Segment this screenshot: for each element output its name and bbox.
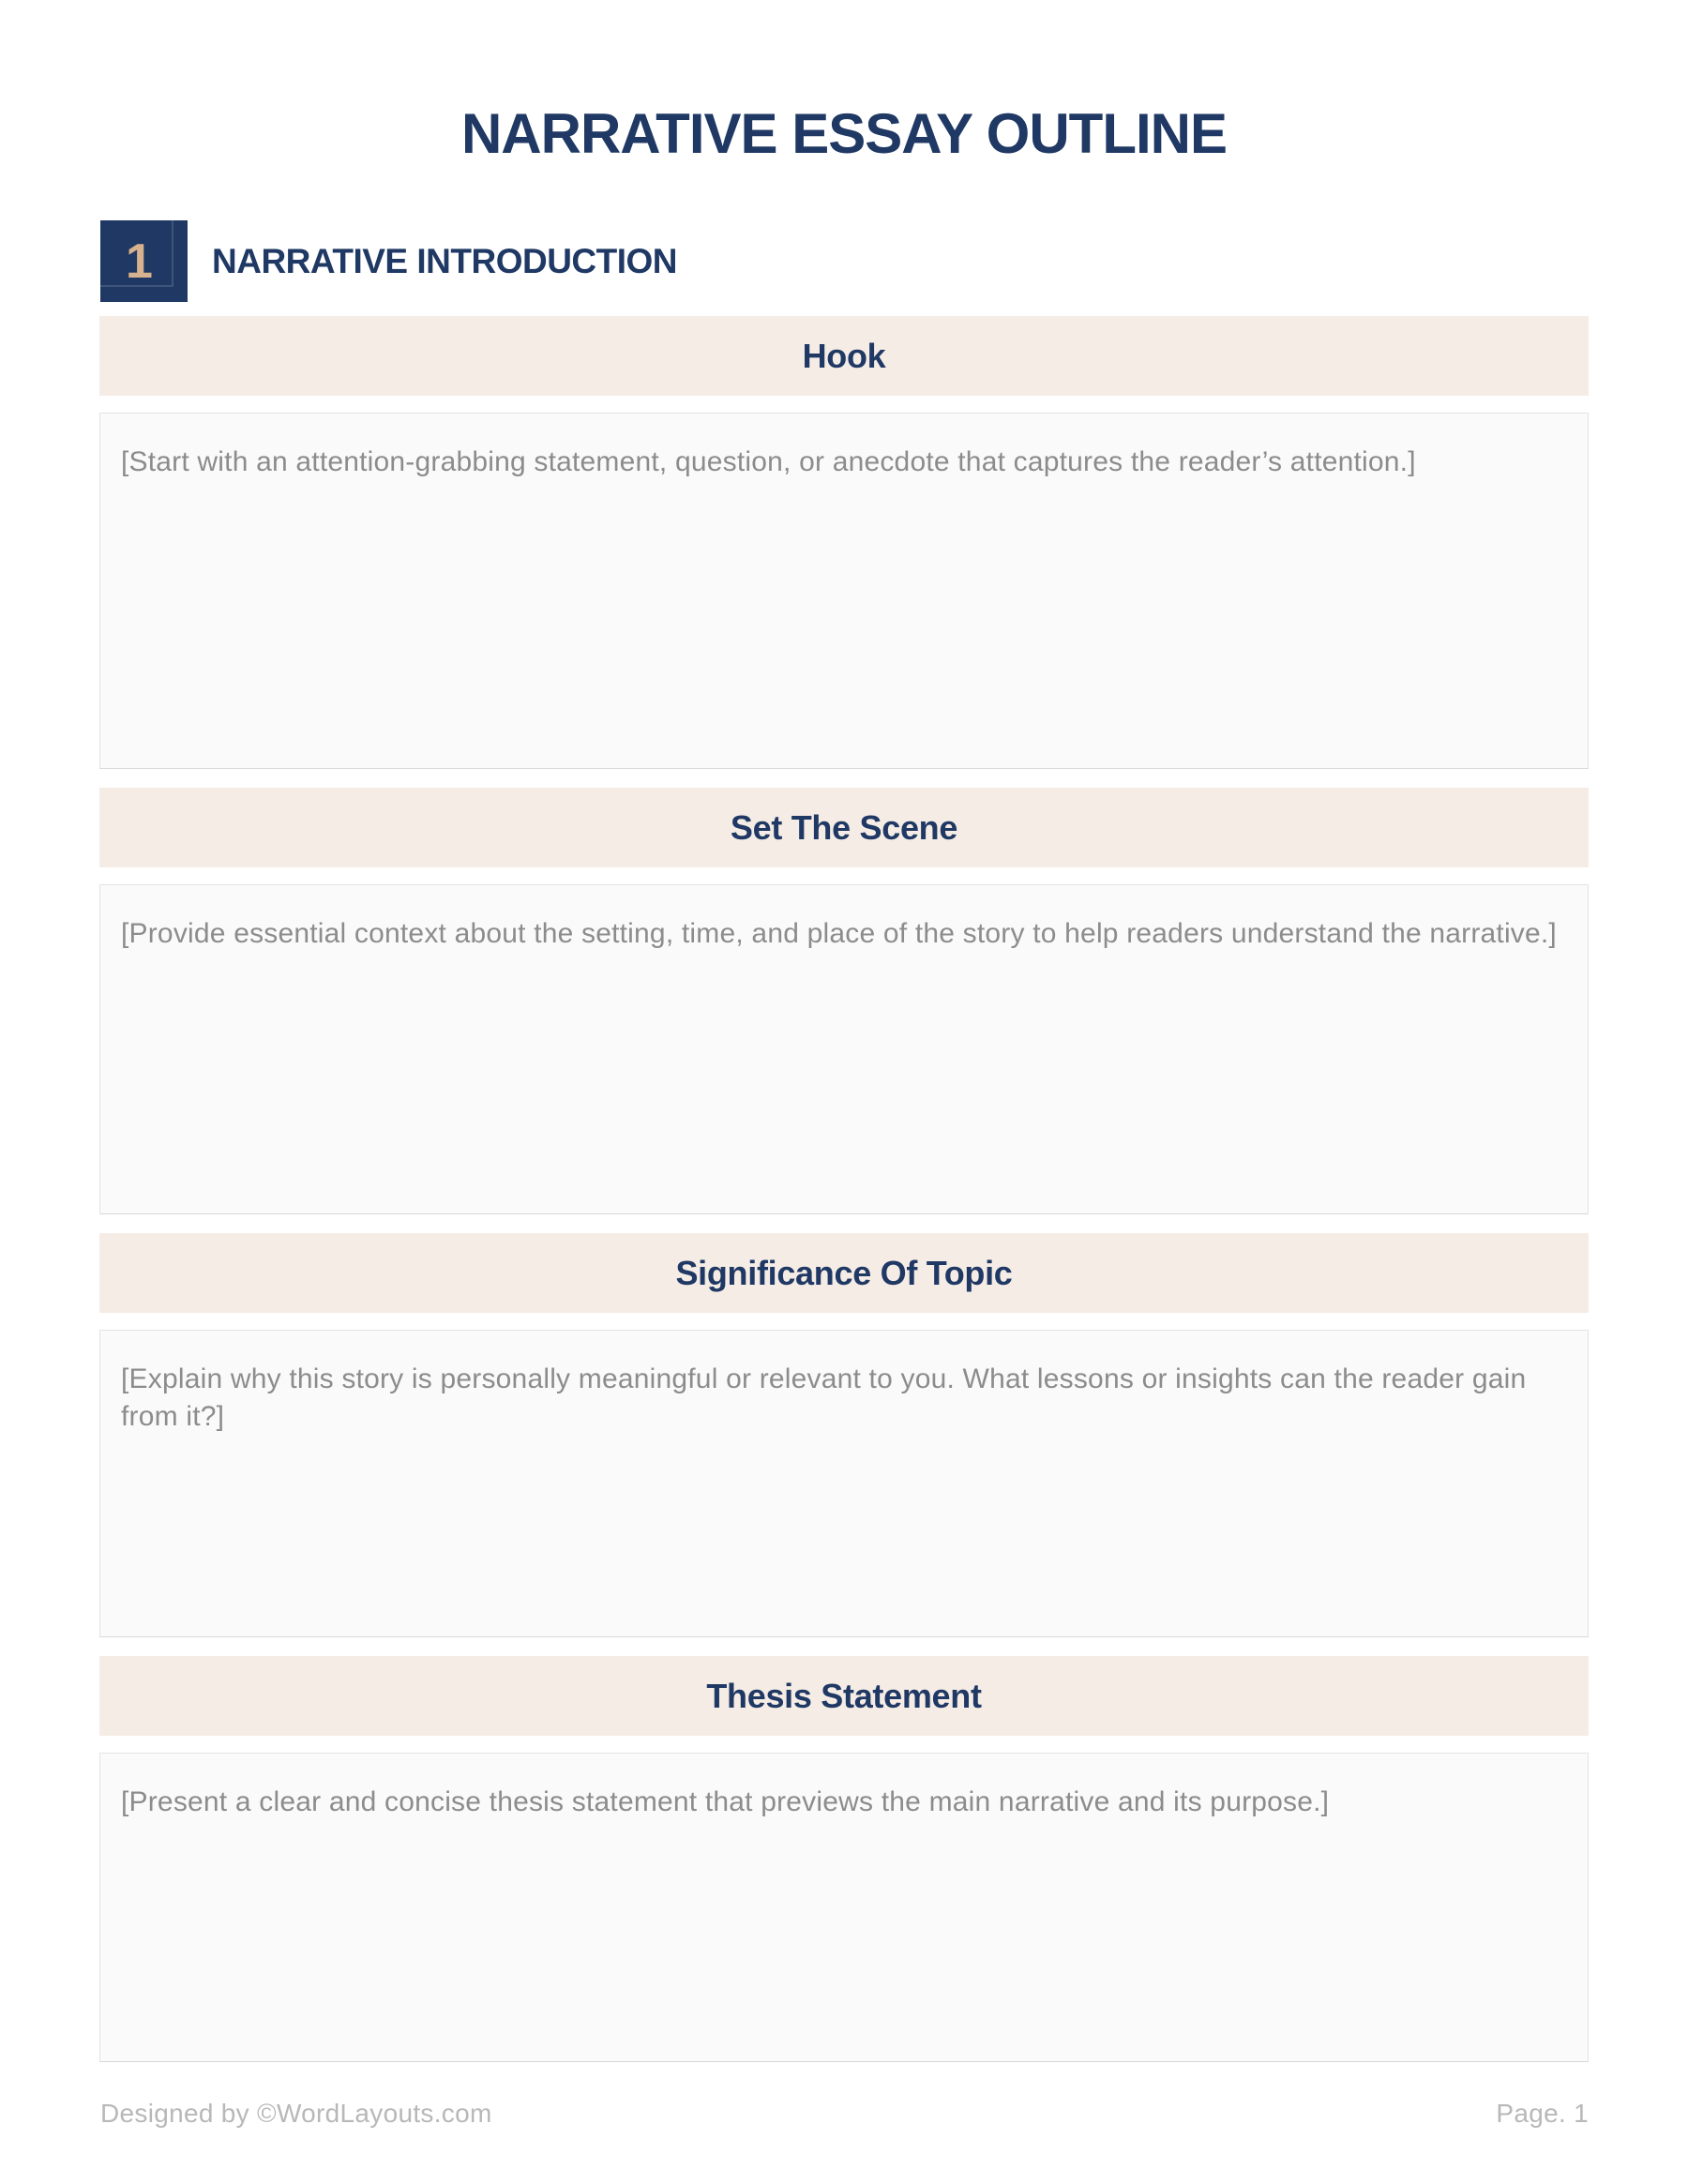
subsection-title: Thesis Statement [706, 1676, 982, 1715]
subsection-field-significance-of-topic[interactable] [99, 1330, 1589, 1637]
page-title: NARRATIVE ESSAY OUTLINE [460, 102, 1228, 165]
subsection-header-hook [99, 316, 1589, 396]
subsection-field-hook[interactable] [99, 413, 1589, 769]
placeholder-text: [Provide essential context about the setting, time, and place of the story to help readers understand the narrative.] [121, 918, 1557, 949]
subsection-header-set-the-scene [99, 788, 1589, 867]
subsection-header-significance-of-topic [99, 1233, 1589, 1313]
subsection-title: Hook [802, 336, 886, 375]
section-header [100, 220, 677, 302]
placeholder-text: [Present a clear and concise thesis statement that previews the main narrative and its purpose.] [121, 1786, 1330, 1817]
subsection-field-thesis-statement[interactable] [99, 1753, 1589, 2062]
subsection-title: Set The Scene [730, 807, 958, 847]
section-number-badge [100, 220, 188, 302]
placeholder-text: [Start with an attention-grabbing statement, question, or anecdote that captures the reader’s attention.] [121, 446, 1416, 477]
footer-credit: Designed by ©WordLayouts.com [100, 2099, 492, 2128]
footer-page-number: Page. 1 [1496, 2099, 1589, 2128]
section-number: 1 [126, 233, 153, 289]
page-footer [100, 2099, 1589, 2129]
section-heading: NARRATIVE INTRODUCTION [212, 241, 678, 280]
placeholder-text: [Explain why this story is personally meaningful or relevant to you. What lessons or insights can the reader gain from it?] [121, 1363, 1527, 1432]
subsection-field-set-the-scene[interactable] [99, 884, 1589, 1214]
subsection-header-thesis-statement [99, 1656, 1589, 1736]
subsection-title: Significance Of Topic [675, 1253, 1013, 1292]
